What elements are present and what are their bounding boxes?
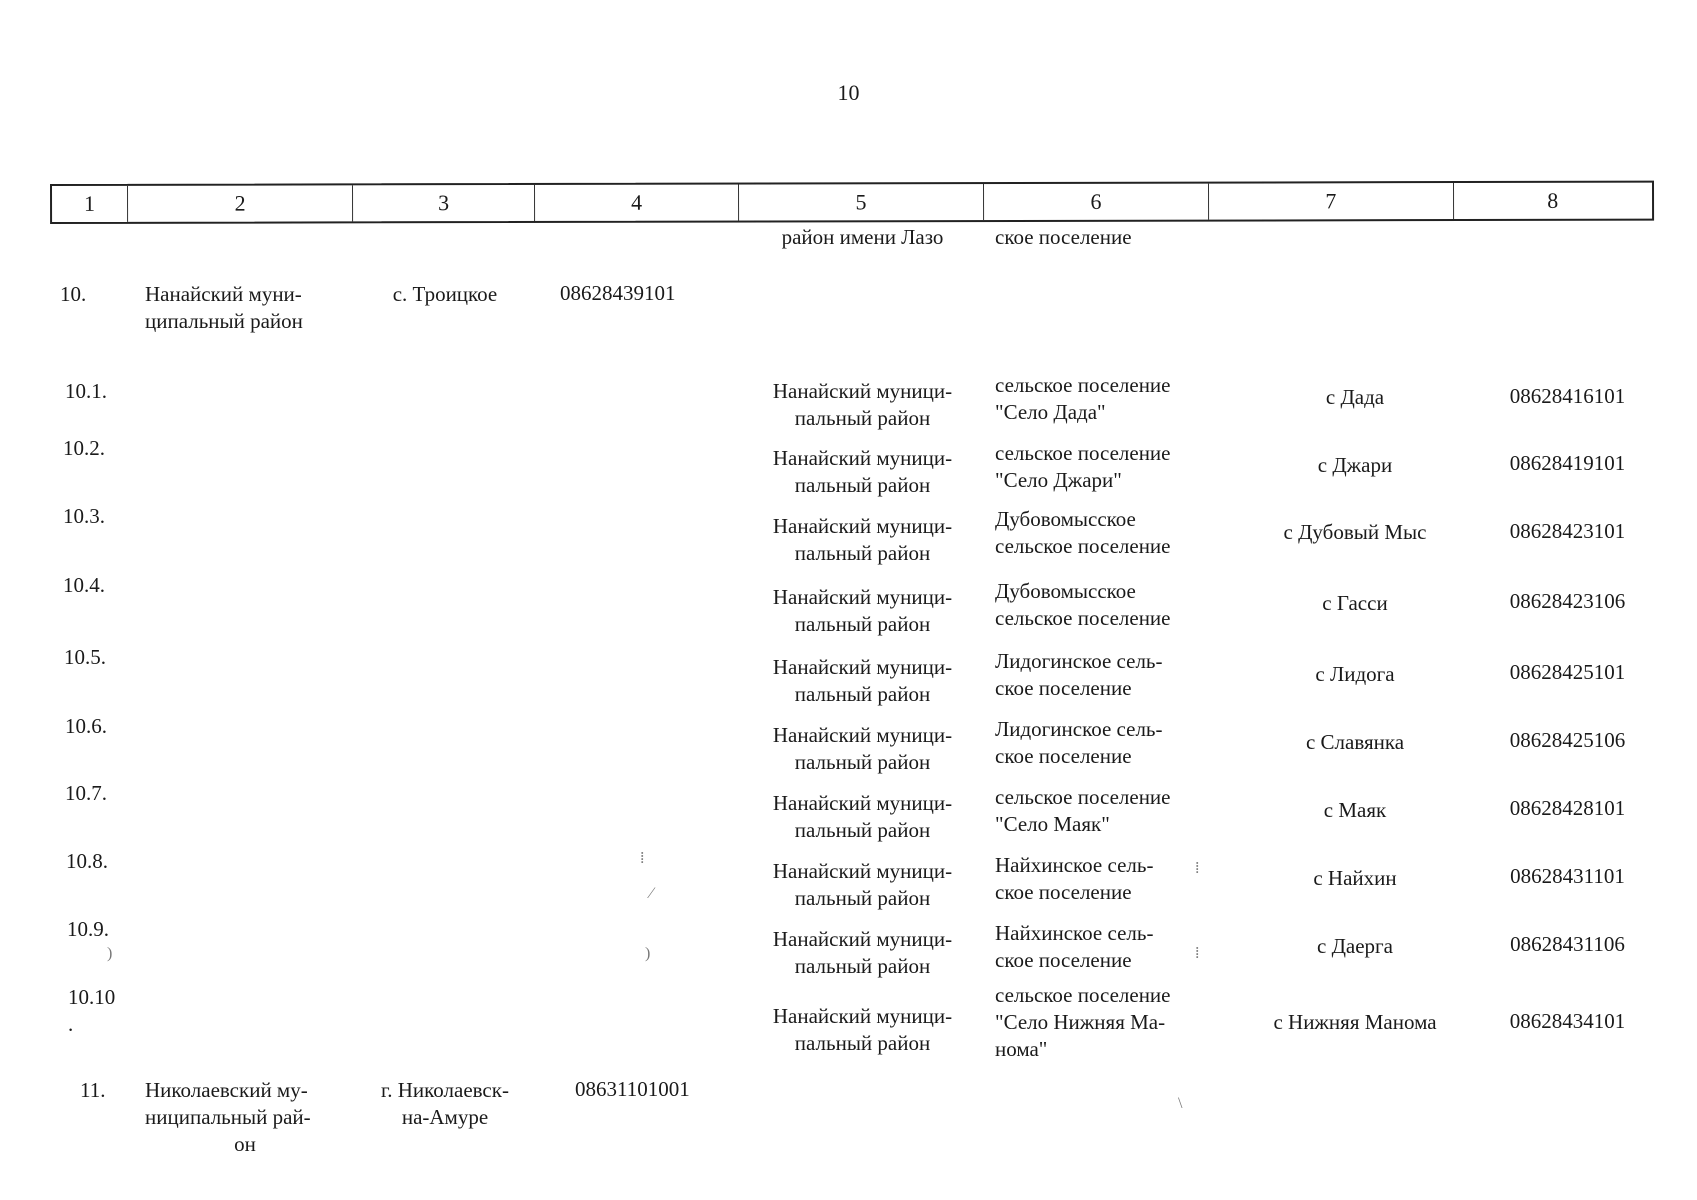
settlement-line: Дубовомысское <box>995 507 1136 531</box>
code-cell: 08628425106 <box>1509 728 1626 752</box>
district-name-line: Николаевский му- <box>145 1078 308 1102</box>
district-name-line: Нанайский муни- <box>145 282 302 306</box>
center-line: на-Амуре <box>401 1105 489 1129</box>
district-line: Нанайский муници- <box>772 446 953 470</box>
continuation-district: район имени Лазо <box>781 225 944 249</box>
district-name-line: он <box>234 1132 256 1156</box>
header-col-5: 5 <box>739 184 983 221</box>
scan-speck: ⁞ <box>1195 860 1200 877</box>
locality-cell: с Даерга <box>1317 934 1393 958</box>
settlement-line: "Село Джари" <box>995 468 1122 492</box>
settlement-line: Дубовомысское <box>995 579 1136 603</box>
settlement-line: Найхинское сель- <box>995 853 1154 877</box>
district-name <box>145 281 345 335</box>
locality-cell: с Маяк <box>1323 798 1387 822</box>
settlement-cell <box>995 440 1225 494</box>
header-col-8: 8 <box>1547 187 1559 213</box>
row-number <box>68 984 138 1038</box>
code-cell: 08628423101 <box>1509 519 1626 543</box>
row-number: 11. <box>80 1078 106 1102</box>
header-col-4: 4 <box>535 185 740 221</box>
row-number: 10. <box>60 282 87 306</box>
administrative-center: с. Троицкое <box>392 282 498 306</box>
district-cell <box>745 584 980 638</box>
settlement-line: сельское поселение <box>995 983 1171 1007</box>
scan-speck: ⁄ <box>650 885 653 902</box>
district-cell <box>745 654 980 708</box>
district-cell <box>745 858 980 912</box>
row-number: 10.8. <box>66 849 108 873</box>
row-number: 10.7. <box>65 781 107 805</box>
settlement-line: ское поселение <box>995 880 1132 904</box>
district-line: пальный район <box>794 612 931 636</box>
district-line: Нанайский муници- <box>772 655 953 679</box>
center-line: г. Николаевск- <box>381 1078 509 1102</box>
header-col-2: 2 <box>128 185 354 221</box>
district-name-line: ципальный район <box>145 309 303 333</box>
district-line: пальный район <box>794 1031 931 1055</box>
row-number: 10.6. <box>65 714 107 738</box>
district-line: Нанайский муници- <box>772 379 953 403</box>
settlement-line: ское поселение <box>995 744 1132 768</box>
settlement-cell <box>995 578 1225 632</box>
row-number: 10.2. <box>63 436 105 460</box>
code-cell: 08628434101 <box>1509 1009 1626 1033</box>
code-cell: 08628416101 <box>1509 384 1626 408</box>
row-number: 10.5. <box>64 645 106 669</box>
district-line: пальный район <box>794 818 931 842</box>
district-line: Нанайский муници- <box>772 927 953 951</box>
row-number-tail: . <box>68 1012 74 1036</box>
continuation-settlement: ское поселение <box>995 225 1132 249</box>
district-name-line: ниципальный рай- <box>145 1105 311 1129</box>
district-cell <box>745 926 980 980</box>
district-line: Нанайский муници- <box>772 791 953 815</box>
settlement-line: сельское поселение <box>995 785 1171 809</box>
header-col-7: 7 <box>1209 183 1453 220</box>
locality-cell: с Лидога <box>1315 662 1395 686</box>
code-cell: 08628428101 <box>1509 796 1626 820</box>
district-line: пальный район <box>794 682 931 706</box>
settlement-cell <box>995 716 1225 770</box>
settlement-cell <box>995 784 1225 838</box>
settlement-line: "Село Нижняя Ма- <box>995 1010 1166 1034</box>
row-number: 10.4. <box>63 573 105 597</box>
district-line: пальный район <box>794 750 931 774</box>
oktmo-code: 08628439101 <box>560 281 676 305</box>
column-number-header <box>50 181 1654 224</box>
scan-speck: \ <box>1178 1095 1183 1112</box>
settlement-line: "Село Маяк" <box>995 812 1110 836</box>
district-line: Нанайский муници- <box>772 859 953 883</box>
district-cell <box>745 513 980 567</box>
district-cell <box>745 445 980 499</box>
settlement-line: "Село Дада" <box>995 400 1106 424</box>
settlement-cell <box>995 982 1225 1063</box>
district-cell <box>745 1003 980 1057</box>
scan-speck: ⁞ <box>1195 945 1200 962</box>
code-cell: 08628423106 <box>1509 589 1626 613</box>
district-line: пальный район <box>794 473 931 497</box>
settlement-line: сельское поселение <box>995 441 1171 465</box>
row-number: 10.9. <box>67 917 109 941</box>
scan-speck: ) <box>107 945 113 962</box>
settlement-cell <box>995 648 1225 702</box>
settlement-line: нома" <box>995 1037 1048 1061</box>
code-cell: 08628431106 <box>1510 932 1625 956</box>
code-cell: 08628419101 <box>1509 451 1626 475</box>
locality-cell: с Дада <box>1325 385 1385 409</box>
settlement-line: ское поселение <box>995 676 1132 700</box>
settlement-line: Лидогинское сель- <box>995 717 1163 741</box>
code-cell: 08628425101 <box>1509 660 1626 684</box>
locality-cell: с Славянка <box>1305 730 1405 754</box>
settlement-cell <box>995 506 1225 560</box>
district-line: пальный район <box>794 954 931 978</box>
locality-cell: с Гасси <box>1322 591 1388 615</box>
settlement-line: Найхинское сель- <box>995 921 1154 945</box>
locality-cell: с Дубовый Мыс <box>1283 520 1427 544</box>
district-name <box>145 1077 345 1158</box>
oktmo-code: 08631101001 <box>575 1077 690 1101</box>
settlement-cell <box>995 852 1225 906</box>
district-line: Нанайский муници- <box>772 514 953 538</box>
district-line: Нанайский муници- <box>772 1004 953 1028</box>
header-col-6: 6 <box>984 184 1210 220</box>
page-number: 10 <box>837 80 860 105</box>
scan-speck: ) <box>645 945 651 962</box>
district-line: пальный район <box>794 886 931 910</box>
row-number: 10.3. <box>63 504 105 528</box>
scan-speck: ⁞ <box>640 850 645 867</box>
district-line: Нанайский муници- <box>772 723 953 747</box>
district-line: Нанайский муници- <box>772 585 953 609</box>
district-cell <box>745 722 980 776</box>
header-col-1: 1 <box>52 186 128 222</box>
district-cell <box>745 378 980 432</box>
locality-cell: с Найхин <box>1313 866 1397 890</box>
locality-cell: с Джари <box>1317 453 1393 477</box>
row-number-line: 10.10 <box>68 985 116 1009</box>
settlement-line: ское поселение <box>995 948 1132 972</box>
locality-cell: с Нижняя Манома <box>1273 1010 1437 1034</box>
row-number: 10.1. <box>65 379 107 403</box>
settlement-cell <box>995 372 1225 426</box>
settlement-line: сельское поселение <box>995 373 1171 397</box>
code-cell: 08628431101 <box>1510 864 1625 888</box>
district-line: пальный район <box>794 541 931 565</box>
header-col-3: 3 <box>353 185 535 221</box>
district-cell <box>745 790 980 844</box>
district-line: пальный район <box>794 406 931 430</box>
settlement-cell <box>995 920 1225 974</box>
settlement-line: сельское поселение <box>995 534 1171 558</box>
settlement-line: сельское поселение <box>995 606 1171 630</box>
administrative-center <box>355 1077 535 1131</box>
settlement-line: Лидогинское сель- <box>995 649 1163 673</box>
